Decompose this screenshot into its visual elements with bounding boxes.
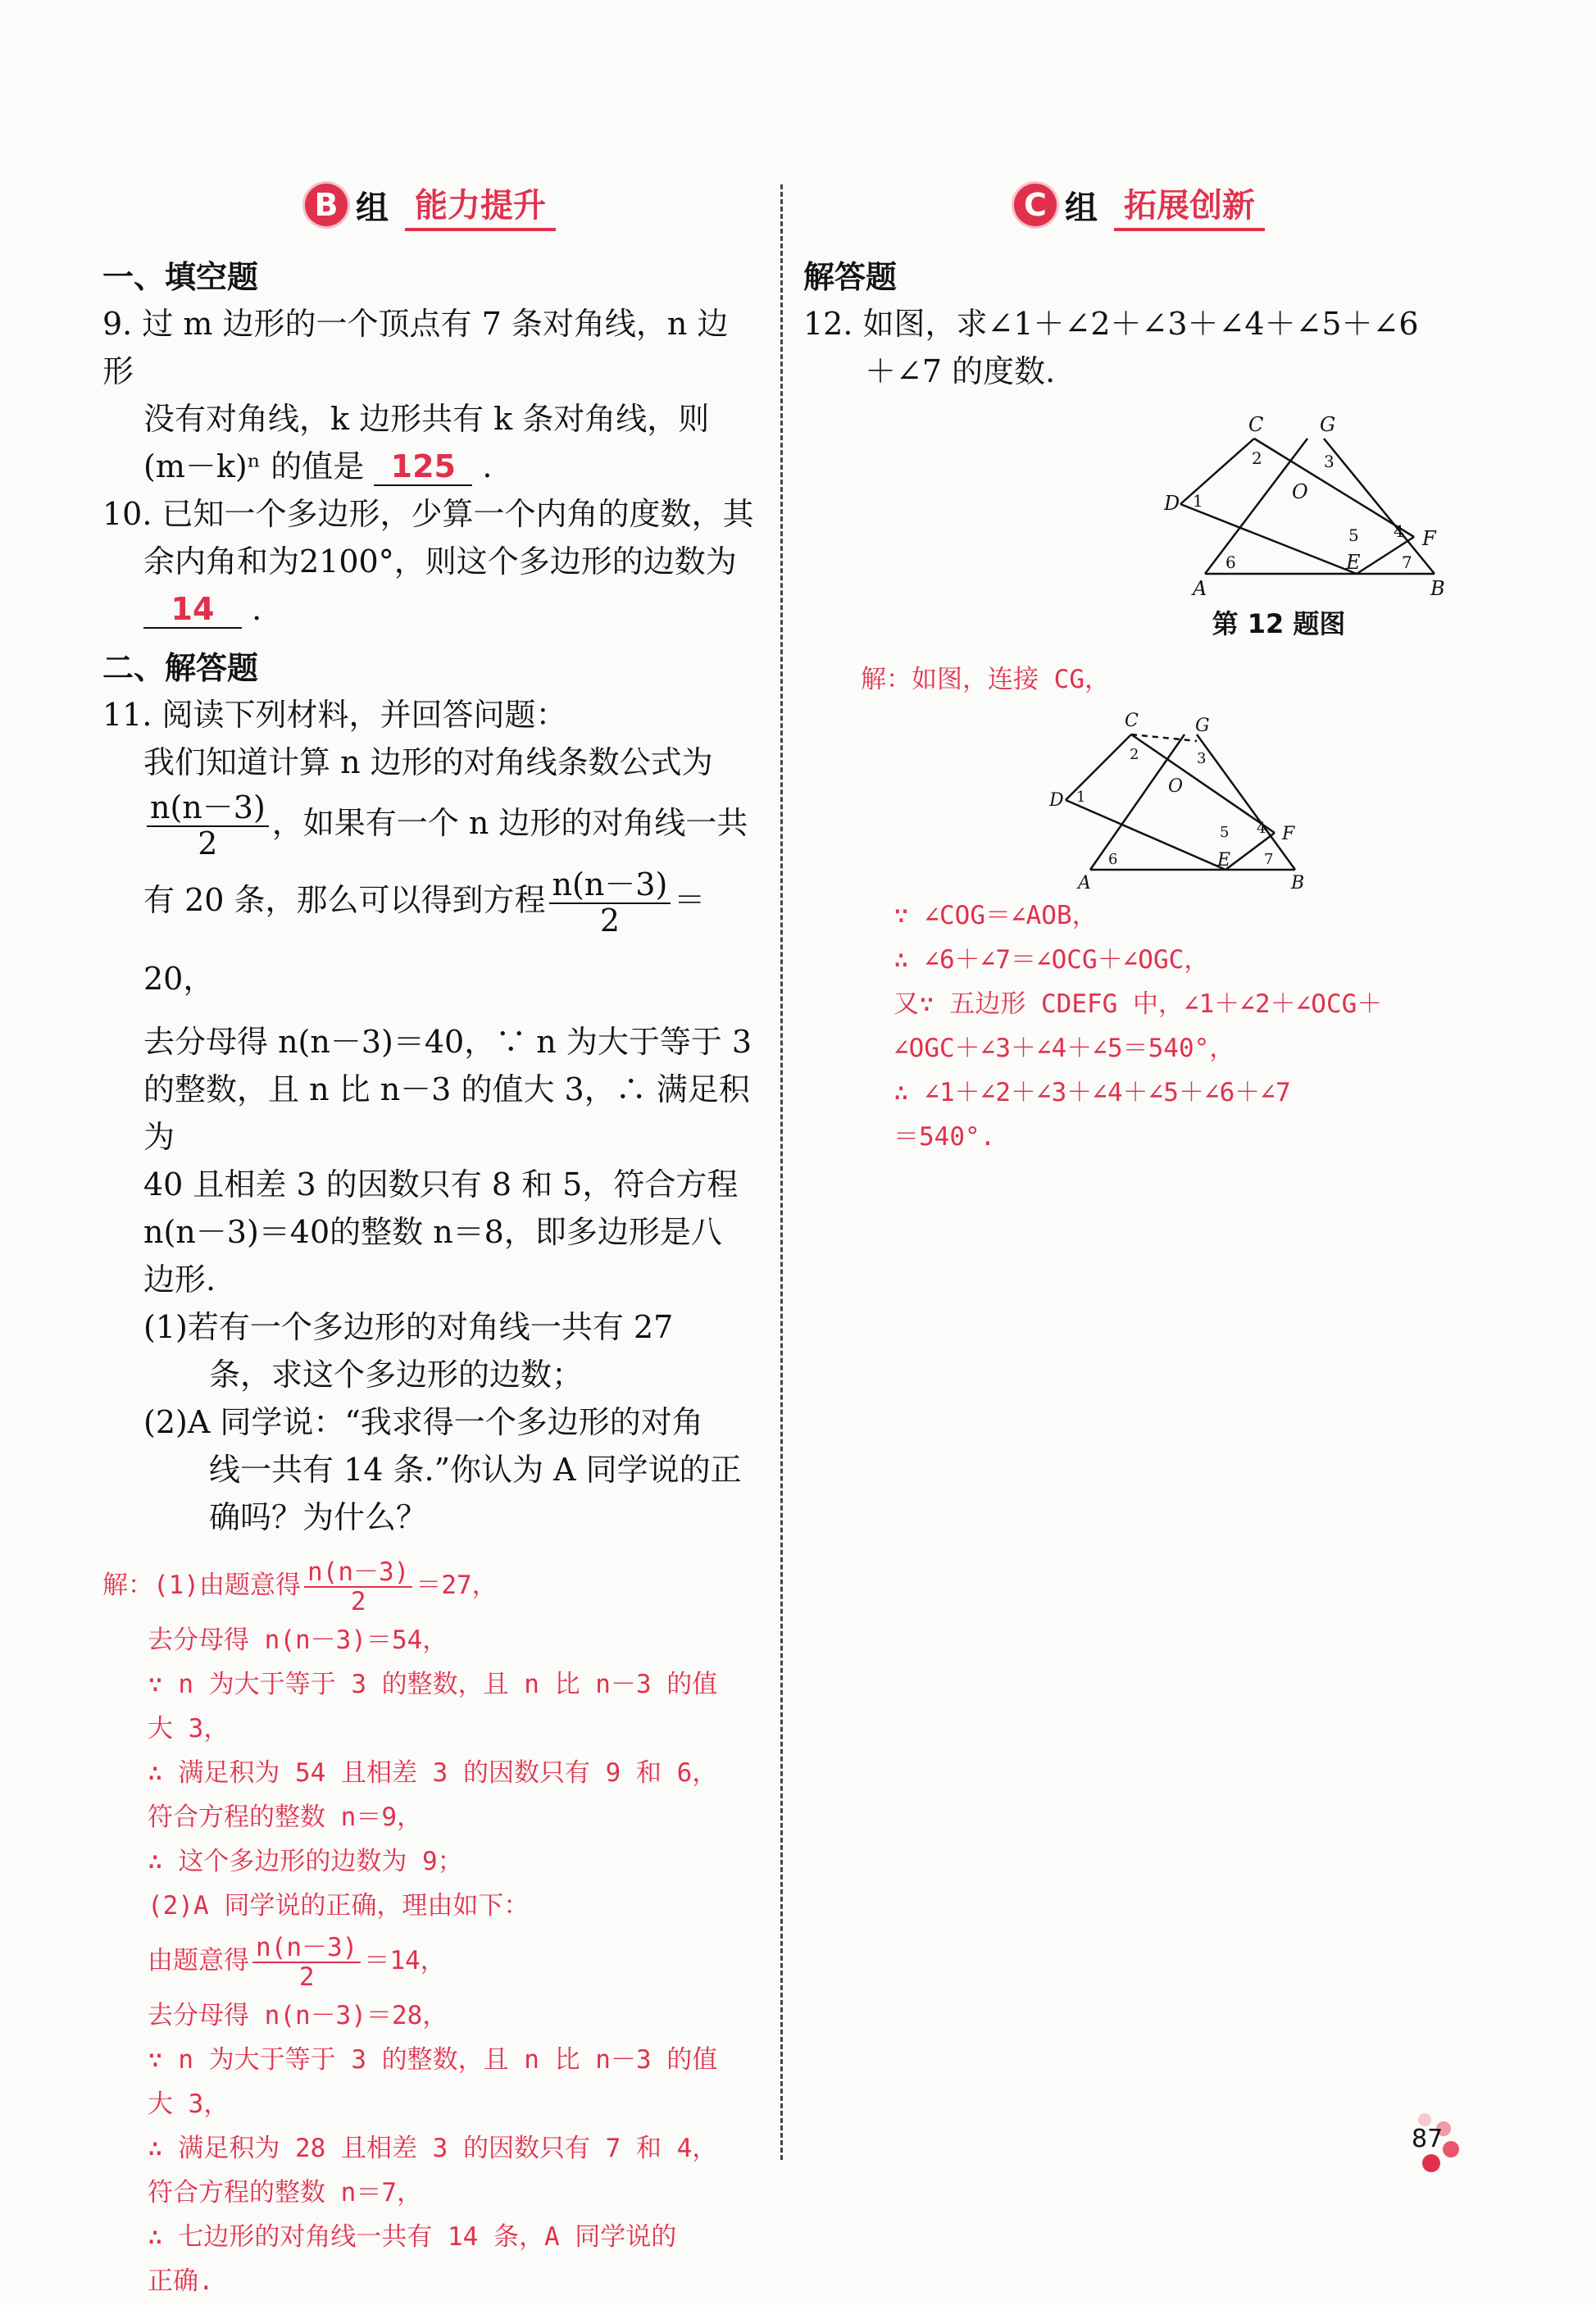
sol11-line2: 去分母得 n(n－3)＝54，: [148, 1625, 448, 1656]
sol11-text-end: ＝14，: [364, 1946, 446, 1976]
q10-end: .: [252, 591, 262, 627]
formula-fraction: [147, 791, 269, 862]
svg-text:G: G: [1320, 413, 1336, 436]
q11-line4: [102, 861, 758, 1018]
fraction-numerator: n(n－3): [147, 791, 269, 827]
section-solve-c: 解答题: [803, 259, 898, 295]
svg-text:3: 3: [1197, 750, 1207, 767]
group-b-header: [102, 176, 758, 234]
svg-text:F: F: [1282, 824, 1295, 844]
q11-line4-text: 有 20 条，那么可以得到方程: [143, 882, 546, 919]
sol11-line4: 大 3，: [148, 1714, 230, 1744]
svg-text:F: F: [1422, 527, 1436, 550]
sol11-line11: ∵ n 为大于等于 3 的整数，且 n 比 n－3 的值: [148, 2045, 718, 2075]
svg-text:O: O: [1292, 480, 1308, 503]
sol12-line6: ∴ ∠1＋∠2＋∠3＋∠4＋∠5＋∠6＋∠7: [893, 1078, 1291, 1107]
fraction-denominator: 2: [350, 1586, 366, 1616]
column-divider: [780, 184, 783, 2160]
sol11-line10: 去分母得 n(n－3)＝28，: [148, 2001, 448, 2031]
figure-12-solution: [803, 702, 1476, 893]
figure-12-diagram: [1164, 402, 1459, 598]
sol11-line13: ∴ 满足积为 28 且相差 3 的因数只有 7 和 4，: [148, 2134, 718, 2164]
svg-text:3: 3: [1324, 452, 1335, 471]
q11-line5: 去分母得 n(n－3)＝40，∵ n 为大于等于 3: [143, 1024, 753, 1061]
svg-text:2: 2: [1252, 448, 1262, 468]
q11-line4-end: ＝20，: [143, 882, 706, 998]
sol-fraction: [304, 1558, 412, 1616]
sol11-line14: 符合方程的整数 n＝7，: [148, 2178, 422, 2208]
svg-text:6: 6: [1108, 851, 1118, 868]
svg-text:O: O: [1168, 776, 1184, 797]
sol11-text-end: ＝27，: [416, 1571, 498, 1601]
sol12-line7: ＝540°.: [893, 1122, 996, 1152]
q11-line6: 的整数，且 n 比 n－3 的值大 3，∴ 满足积为: [143, 1071, 750, 1156]
sol11-line15: ∴ 七边形的对角线一共有 14 条，A 同学说的: [148, 2222, 677, 2253]
sol11-line7: ∴ 这个多边形的边数为 9；: [148, 1847, 463, 1877]
q9-end: .: [482, 448, 493, 484]
q11-part2-line3: 确吗？为什么？: [209, 1499, 428, 1536]
svg-text:C: C: [1248, 413, 1264, 436]
decor-dot: [1422, 2154, 1440, 2172]
section-solve: 二、解答题: [102, 650, 259, 686]
sol11-text: 由题意得: [148, 1946, 249, 1976]
svg-text:D: D: [1164, 492, 1180, 515]
right-column: [803, 176, 1476, 1159]
q11-line2: 我们知道计算 n 边形的对角线条数公式为: [143, 744, 713, 780]
q12-line1: 12. 如图，求∠1＋∠2＋∠3＋∠4＋∠5＋∠6: [803, 306, 1419, 342]
svg-text:6: 6: [1225, 552, 1236, 572]
svg-text:7: 7: [1402, 552, 1412, 572]
svg-text:E: E: [1346, 551, 1361, 574]
q9-line2: 没有对角线，k 边形共有 k 条对角线，则: [143, 401, 710, 437]
group-b-name: 能力提升: [405, 180, 556, 231]
svg-text:2: 2: [1130, 746, 1139, 763]
q11-part2-line1: (2)A 同学说：“我求得一个多边形的对角: [143, 1404, 703, 1441]
svg-text:E: E: [1217, 850, 1231, 871]
svg-text:1: 1: [1076, 789, 1086, 806]
section-fill-blank: 一、填空题: [102, 259, 259, 295]
sol11-line12: 大 3，: [148, 2089, 230, 2120]
fraction-numerator: n(n－3): [252, 1934, 361, 1963]
q11-line7: 40 且相差 3 的因数只有 8 和 5，符合方程: [143, 1166, 739, 1203]
figure-12-caption: 第 12 题图: [1212, 608, 1346, 639]
equation-fraction: [549, 868, 671, 939]
figure-12: [803, 402, 1476, 602]
sol12-line3: ∴ ∠6＋∠7＝∠OCG＋∠OGC，: [893, 945, 1210, 975]
q11-part1-line1: (1)若有一个多边形的对角线一共有 27: [143, 1309, 674, 1346]
q11-line1: 11. 阅读下列材料，并回答问题：: [102, 697, 567, 733]
line-dc: [1180, 439, 1254, 504]
sol11-line9: [102, 1928, 758, 1994]
sol-fraction: [252, 1934, 361, 1991]
svg-text:7: 7: [1264, 851, 1274, 868]
sol11-line3: ∵ n 为大于等于 3 的整数，且 n 比 n－3 的值: [148, 1670, 718, 1700]
q9-line3: [102, 443, 758, 490]
decor-dot: [1443, 2141, 1459, 2157]
q11-part2-line2: 线一共有 14 条.”你认为 A 同学说的正: [209, 1452, 742, 1489]
svg-text:4: 4: [1257, 820, 1266, 837]
q11-line3-text: ，如果有一个 n 边形的对角线一共: [271, 805, 748, 841]
figure-12-solution-diagram: [1049, 702, 1312, 890]
group-c-name: 拓展创新: [1114, 180, 1265, 231]
q10-answer: 14: [143, 591, 242, 629]
svg-text:B: B: [1430, 577, 1445, 598]
q11-line8: n(n－3)＝40的整数 n＝8，即多边形是八: [143, 1214, 722, 1251]
svg-text:D: D: [1049, 790, 1064, 811]
group-c-header: [803, 176, 1476, 234]
fraction-numerator: n(n－3): [549, 868, 671, 904]
q12-line2: ＋∠7 的度数.: [865, 353, 1056, 389]
svg-text:B: B: [1291, 873, 1305, 890]
group-b-badge: B: [305, 184, 348, 226]
svg-text:C: C: [1125, 711, 1139, 731]
fraction-denominator: 2: [198, 825, 218, 862]
q9-line1: 9. 过 m 边形的一个顶点有 7 条对角线，n 边形: [102, 306, 729, 389]
svg-text:4: 4: [1394, 521, 1404, 541]
q10-line2: 余内角和为2100°，则这个多边形的边数为: [143, 543, 737, 580]
group-c-word: 组: [1065, 189, 1098, 227]
q11-part1-line2: 条，求这个多边形的边数；: [209, 1357, 584, 1393]
q9-answer: 125: [374, 448, 472, 486]
sol12-line4: 又∵ 五边形 CDEFG 中，∠1＋∠2＋∠OCG＋: [893, 989, 1383, 1019]
fraction-numerator: n(n－3): [304, 1558, 412, 1588]
sol11-line16: 正确.: [148, 2266, 214, 2297]
sol12-line5: ∠OGC＋∠3＋∠4＋∠5＝540°，: [893, 1034, 1235, 1063]
svg-text:G: G: [1195, 716, 1210, 736]
page-number: 87: [1412, 2125, 1444, 2153]
fraction-denominator: 2: [599, 902, 620, 939]
q10-line3: [102, 585, 758, 633]
q11-line3: [102, 786, 758, 861]
sol11-line5: ∴ 满足积为 54 且相差 3 的因数只有 9 和 6，: [148, 1758, 718, 1789]
svg-text:5: 5: [1220, 824, 1230, 841]
group-c-badge: C: [1014, 184, 1057, 226]
q10-line1: 10. 已知一个多边形，少算一个内角的度数，其: [102, 496, 754, 532]
svg-text:1: 1: [1193, 491, 1203, 511]
left-column: [102, 176, 758, 2303]
q9-text: (m－k)ⁿ 的值是: [143, 448, 365, 484]
sol12-line2: ∵ ∠COG＝∠AOB，: [893, 901, 1098, 930]
svg-text:5: 5: [1348, 525, 1359, 545]
fraction-denominator: 2: [298, 1962, 315, 1992]
svg-text:A: A: [1078, 873, 1091, 890]
q11-line9: 边形.: [143, 1262, 216, 1298]
sol11-line6: 符合方程的整数 n＝9，: [148, 1803, 422, 1833]
sol12-line1: 解：如图，连接 CG，: [861, 665, 1110, 694]
svg-text:A: A: [1193, 577, 1207, 598]
sol11-text: 解：(1)由题意得: [102, 1571, 301, 1601]
sol11-line1: [102, 1553, 758, 1618]
group-b-word: 组: [356, 189, 389, 227]
sol11-line8: (2)A 同学说的正确，理由如下：: [148, 1891, 530, 1921]
